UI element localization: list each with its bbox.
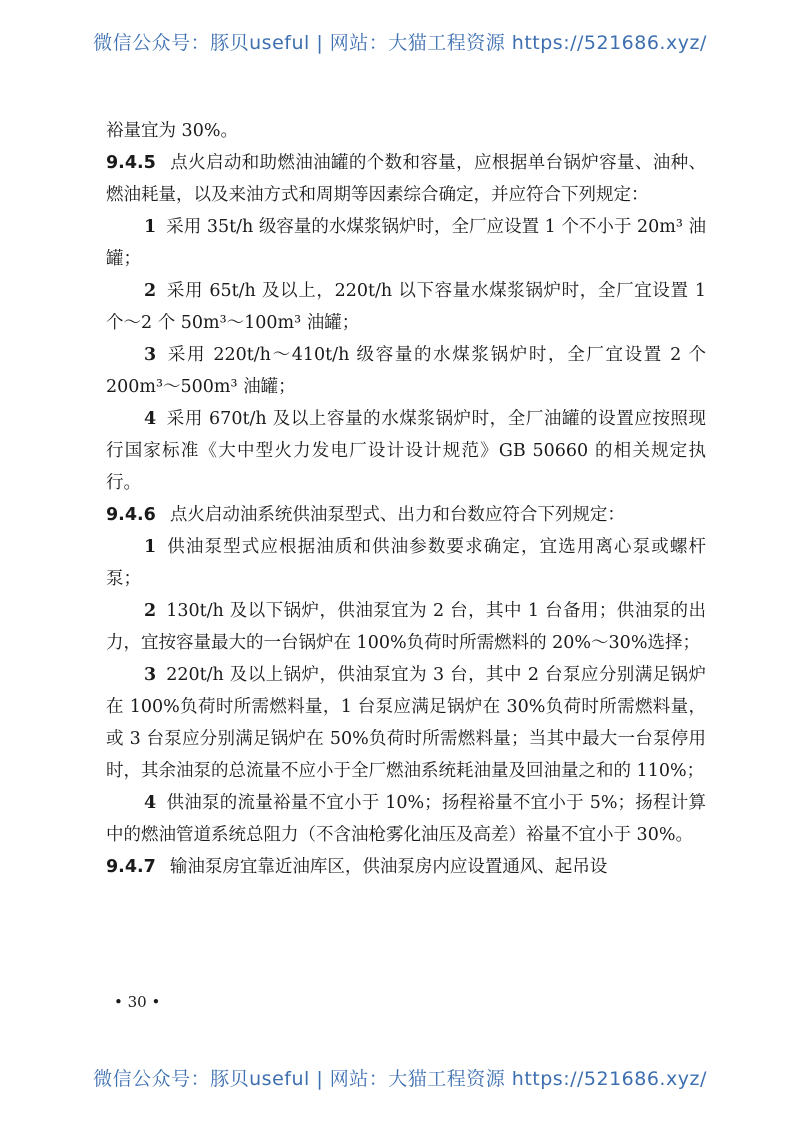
- item-number: 4: [144, 409, 157, 429]
- item-text: 采用 220t/h～410t/h 级容量的水煤浆锅炉时，全厂宜设置 2 个 200m³～500m³ 油罐；: [106, 345, 706, 397]
- item-number: 3: [144, 345, 157, 365]
- list-item: [106, 275, 706, 339]
- clause-number: 9.4.6: [106, 505, 156, 525]
- list-item: [106, 531, 706, 595]
- item-text: 130t/h 及以下锅炉，供油泵宜为 2 台，其中 1 台备用；供油泵的出力，宜按容量最大的一台锅炉在 100%负荷时所需燃料的 20%～30%选择；: [106, 601, 706, 653]
- list-item: [106, 211, 706, 275]
- item-number: 4: [144, 793, 157, 813]
- item-text: 采用 35t/h 级容量的水煤浆锅炉时，全厂应设置 1 个不小于 20m³ 油罐；: [106, 217, 706, 269]
- item-text: 采用 670t/h 及以上容量的水煤浆锅炉时，全厂油罐的设置应按照现行国家标准《大中型火力发电厂设计设计规范》GB 50660 的相关规定执行。: [106, 409, 706, 493]
- clause-text: 输油泵房宜靠近油库区，供油泵房内应设置通风、起吊设: [169, 857, 608, 877]
- clause-number: 9.4.5: [106, 153, 156, 173]
- paragraph-text: 裕量宜为 30%。: [106, 121, 238, 141]
- clause-text: 点火启动和助燃油油罐的个数和容量，应根据单台锅炉容量、油种、燃油耗量，以及来油方式和周期等因素综合确定，并应符合下列规定：: [106, 153, 706, 205]
- list-item: [106, 659, 706, 787]
- item-number: 1: [144, 217, 157, 237]
- clause-9-4-6: [106, 499, 706, 531]
- watermark-bottom: 微信公众号：豚贝useful | 网站：大猫工程资源 https://521686.xyz/: [93, 1068, 707, 1090]
- clause-text: 点火启动油系统供油泵型式、出力和台数应符合下列规定：: [169, 505, 625, 525]
- page-number: • 30 •: [114, 993, 161, 1011]
- item-text: 供油泵型式应根据油质和供油参数要求确定，宜选用离心泵或螺杆泵；: [106, 537, 706, 589]
- item-text: 供油泵的流量裕量不宜小于 10%；扬程裕量不宜小于 5%；扬程计算中的燃油管道系统总阻力（不含油枪雾化油压及高差）裕量不宜小于 30%。: [106, 793, 706, 845]
- item-number: 2: [144, 281, 157, 301]
- document-body: [106, 115, 706, 883]
- list-item: [106, 403, 706, 499]
- item-text: 采用 65t/h 及以上，220t/h 以下容量水煤浆锅炉时，全厂宜设置 1 个～2 个 50m³～100m³ 油罐；: [106, 281, 706, 333]
- item-number: 3: [144, 665, 157, 685]
- item-number: 2: [144, 601, 157, 621]
- clause-9-4-5: [106, 147, 706, 211]
- item-number: 1: [144, 537, 157, 557]
- list-item: [106, 595, 706, 659]
- item-text: 220t/h 及以上锅炉，供油泵宜为 3 台，其中 2 台泵应分别满足锅炉在 100%负荷时所需燃料量，1 台泵应满足锅炉在 30%负荷时所需燃料量，或 3 台泵应分别满足锅炉在 50%负荷时所需燃料量；当其中最大一台泵停用时，其余油泵的总流量不应小于全厂燃油系统耗油量及回油量之和的 110%；: [106, 665, 706, 781]
- watermark-top: 微信公众号：豚贝useful | 网站：大猫工程资源 https://521686.xyz/: [93, 32, 707, 54]
- list-item: [106, 787, 706, 851]
- clause-9-4-7: [106, 851, 706, 883]
- list-item: [106, 339, 706, 403]
- clause-number: 9.4.7: [106, 857, 156, 877]
- paragraph-continuation: [106, 115, 706, 147]
